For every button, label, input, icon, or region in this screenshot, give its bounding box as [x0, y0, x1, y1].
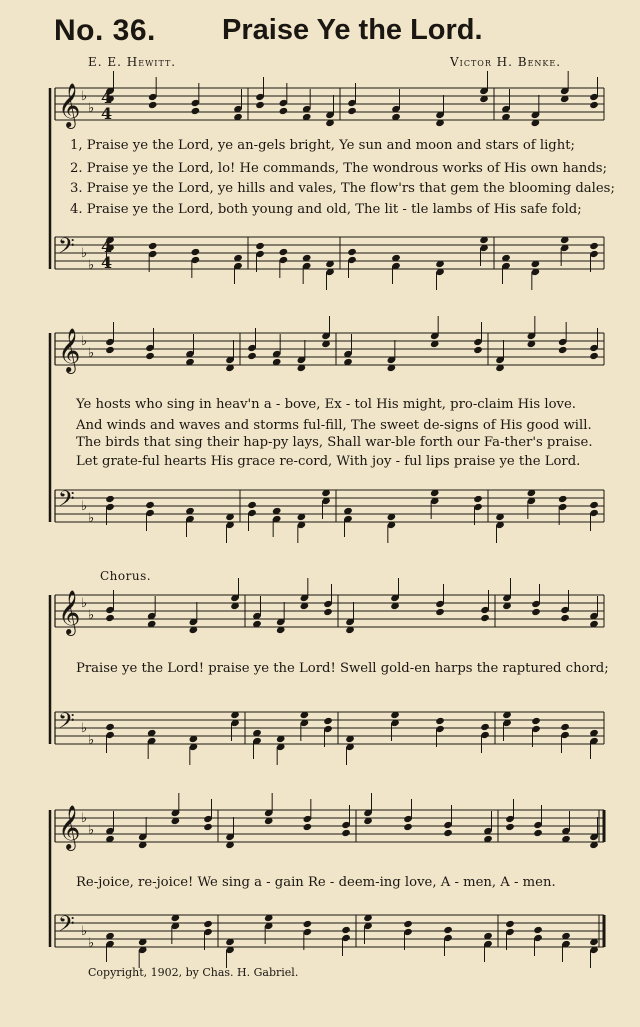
flat-sign: ♭: [88, 936, 95, 951]
hymn-number: No. 36.: [54, 14, 156, 47]
note-head: [341, 829, 351, 837]
note-head: [191, 107, 201, 115]
note-head: [589, 242, 599, 250]
note-head: [589, 501, 599, 509]
time-signature: 4: [101, 104, 113, 123]
note-head: [505, 823, 515, 831]
treble-clef: 𝄞: [58, 805, 81, 849]
note-head: [303, 920, 313, 928]
flat-sign: ♭: [81, 596, 88, 611]
treble-clef: 𝄞: [58, 590, 81, 634]
note-head: [145, 501, 155, 509]
lyric-line: Re-joice, re-joice! We sing a - gain Re - deem-ing love, A - men, A - men.: [76, 875, 556, 890]
note-head: [505, 920, 515, 928]
composer-credit: Victor H. Benke.: [450, 55, 562, 69]
treble-clef: 𝄞: [58, 328, 81, 372]
note-head: [255, 242, 265, 250]
note-head: [531, 717, 541, 725]
note-head: [473, 346, 483, 354]
note-head: [203, 823, 213, 831]
note-head: [148, 101, 158, 109]
note-head: [323, 608, 333, 616]
note-head: [589, 352, 599, 360]
note-head: [533, 829, 543, 837]
lyric-line: The birds that sing their hap-py lays, Shall war-ble forth our Fa-ther's praise.: [76, 435, 593, 450]
lyric-line: Ye hosts who sing in heav'n a - bove, Ex - tol His might, pro-claim His love.: [76, 397, 576, 412]
flat-sign: ♭: [81, 334, 88, 349]
note-head: [145, 352, 155, 360]
note-head: [473, 495, 483, 503]
note-head: [435, 717, 445, 725]
flat-sign: ♭: [81, 721, 88, 736]
note-head: [255, 101, 265, 109]
lyric-line: 1, Praise ye the Lord, ye an-gels bright, Ye sun and moon and stars of light;: [70, 138, 575, 153]
note-head: [105, 346, 115, 354]
note-head: [341, 926, 351, 934]
flat-sign: ♭: [81, 499, 88, 514]
note-head: [303, 823, 313, 831]
note-head: [279, 107, 289, 115]
flat-sign: ♭: [81, 811, 88, 826]
note-head: [203, 920, 213, 928]
time-signature: 4: [101, 253, 113, 272]
note-head: [403, 920, 413, 928]
time-signature: 4: [101, 237, 113, 256]
note-head: [480, 723, 490, 731]
note-head: [105, 723, 115, 731]
note-head: [531, 608, 541, 616]
flat-sign: ♭: [88, 346, 95, 361]
note-head: [589, 101, 599, 109]
hymn-title: Praise Ye the Lord.: [222, 14, 483, 46]
note-head: [560, 723, 570, 731]
lyric-line: 3. Praise ye the Lord, ye hills and vales, The flow'rs that gem the blooming dales;: [70, 181, 615, 196]
flat-sign: ♭: [88, 608, 95, 623]
note-head: [558, 346, 568, 354]
note-head: [105, 614, 115, 622]
note-head: [247, 501, 257, 509]
time-signature: 4: [101, 88, 113, 107]
note-head: [347, 248, 357, 256]
flat-sign: ♭: [88, 101, 95, 116]
flat-sign: ♭: [88, 258, 95, 273]
lyric-line: 2. Praise ye the Lord, lo! He commands, The wondrous works of His own hands;: [70, 161, 608, 176]
note-head: [558, 495, 568, 503]
note-head: [279, 248, 289, 256]
flat-sign: ♭: [88, 823, 95, 838]
note-head: [403, 823, 413, 831]
note-head: [443, 926, 453, 934]
note-head: [105, 495, 115, 503]
note-head: [323, 717, 333, 725]
bass-clef: 𝄢: [58, 709, 75, 739]
note-head: [443, 829, 453, 837]
note-head: [148, 242, 158, 250]
flat-sign: ♭: [81, 924, 88, 939]
flat-sign: ♭: [81, 89, 88, 104]
flat-sign: ♭: [81, 246, 88, 261]
note-head: [191, 248, 201, 256]
lyric-line: Let grate-ful hearts His grace re-cord, With joy - ful lips praise ye the Lord.: [76, 454, 581, 469]
note-head: [435, 608, 445, 616]
lyric-line: Praise ye the Lord! praise ye the Lord! Swell gold-en harps the raptured chord;: [76, 661, 609, 676]
bass-clef: 𝄢: [58, 234, 75, 264]
bass-clef: 𝄢: [58, 487, 75, 517]
lyric-line: And winds and waves and storms ful-fill, The sweet de-signs of His good will.: [76, 418, 592, 433]
treble-clef: 𝄞: [58, 83, 81, 127]
note-head: [560, 614, 570, 622]
chorus-label: Chorus.: [100, 569, 152, 583]
bass-clef: 𝄢: [58, 912, 75, 942]
flat-sign: ♭: [88, 733, 95, 748]
note-head: [347, 107, 357, 115]
note-head: [533, 926, 543, 934]
author-credit: E. E. Hewitt.: [88, 55, 177, 69]
note-head: [247, 352, 257, 360]
copyright-notice: Copyright, 1902, by Chas. H. Gabriel.: [88, 966, 299, 979]
lyric-line: 4. Praise ye the Lord, both young and old, The lit - tle lambs of His safe fold;: [70, 202, 582, 217]
note-head: [480, 614, 490, 622]
flat-sign: ♭: [88, 511, 95, 526]
